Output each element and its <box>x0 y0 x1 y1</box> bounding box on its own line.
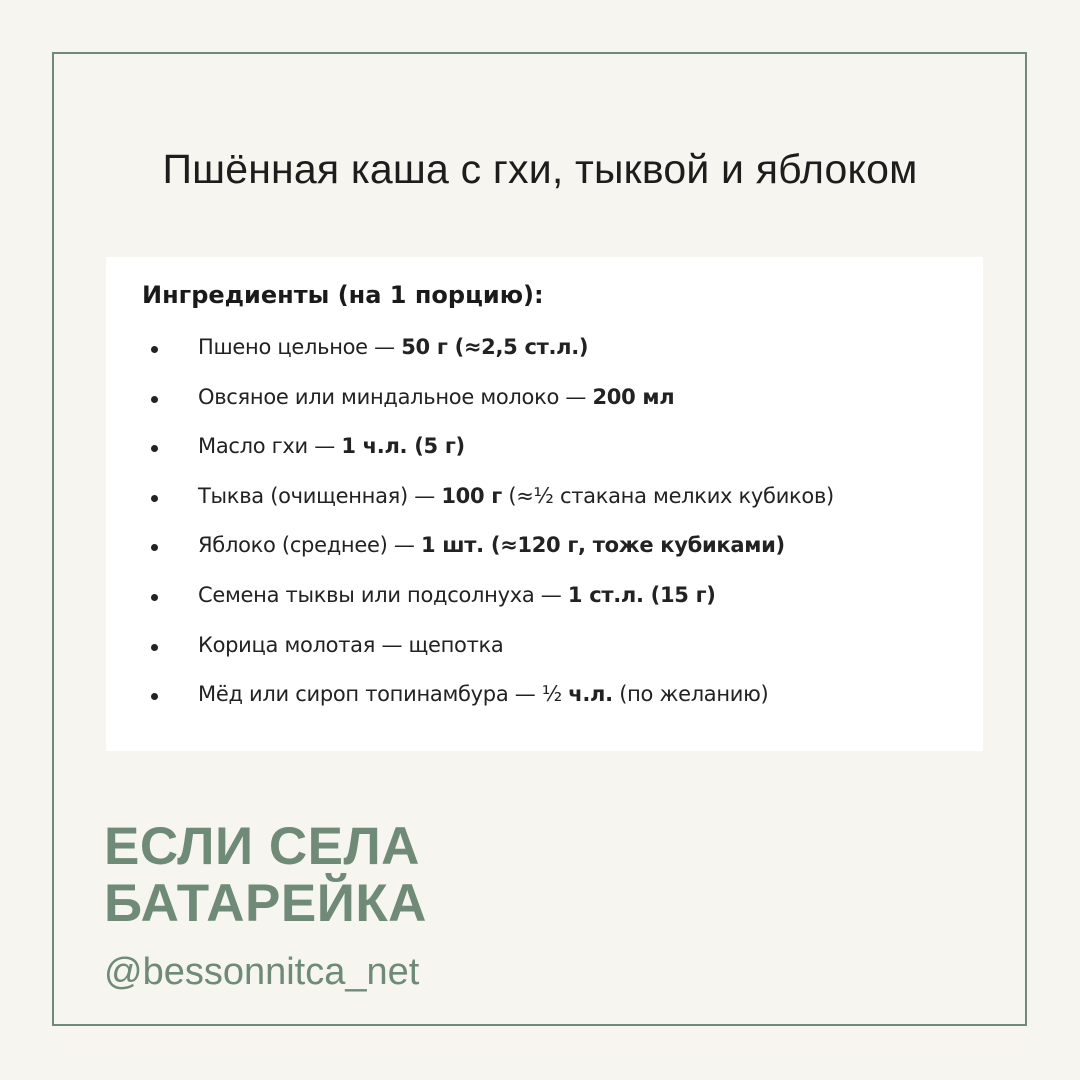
brand-title-line-2: БАТАРЕЙКА <box>104 874 427 933</box>
ingredient-note: (≈½ стакана мелких кубиков) <box>501 483 834 508</box>
ingredient-text <box>198 385 674 409</box>
brand-title-line-1: ЕСЛИ СЕЛА <box>104 817 420 876</box>
bullet-icon <box>151 495 158 502</box>
ingredient-name: Корица молотая — щепотка <box>198 632 504 657</box>
recipe-title: Пшённая каша с гхи, тыквой и яблоком <box>162 146 918 192</box>
ingredient-note: (по желанию) <box>612 682 769 707</box>
ingredient-amount: 50 г (≈2,5 ст.л.) <box>401 335 589 359</box>
ingredient-text <box>198 533 785 557</box>
bullet-icon <box>151 644 158 651</box>
ingredient-amount: ч.л. <box>568 682 613 707</box>
bullet-icon <box>151 396 158 403</box>
bullet-icon <box>151 594 158 601</box>
author-handle: @bessonnitca_net <box>104 951 420 993</box>
ingredient-text <box>198 434 465 458</box>
ingredients-card <box>106 257 983 751</box>
ingredient-amount: 1 ч.л. (5 г) <box>341 434 465 459</box>
ingredient-text <box>198 335 588 359</box>
bullet-icon <box>151 544 158 551</box>
ingredient-name: Семена тыквы или подсолнуха — <box>198 582 568 607</box>
ingredient-name: Овсяное или миндальное молоко — <box>198 384 593 409</box>
ingredient-name: Яблоко (среднее) — <box>198 533 421 558</box>
bullet-icon <box>151 445 158 452</box>
ingredient-text <box>198 583 716 607</box>
ingredient-amount: 100 г <box>441 483 502 508</box>
ingredient-amount: 1 ст.л. (15 г) <box>567 582 716 607</box>
ingredient-text <box>198 484 834 508</box>
ingredient-text <box>198 633 503 657</box>
bullet-icon <box>151 346 158 353</box>
ingredient-amount: 200 мл <box>592 384 675 409</box>
ingredient-text <box>198 682 768 706</box>
ingredient-name: Тыква (очищенная) — <box>198 483 442 508</box>
ingredient-name: Масло гхи — <box>198 434 342 459</box>
ingredient-amount: 1 шт. (≈120 г, тоже кубиками) <box>420 533 785 558</box>
ingredients-heading: Ингредиенты (на 1 порцию): <box>142 281 544 309</box>
ingredient-name: Пшено цельное — <box>198 335 402 359</box>
bullet-icon <box>151 693 158 700</box>
ingredient-name: Мёд или сироп топинамбура — ½ <box>198 682 569 707</box>
